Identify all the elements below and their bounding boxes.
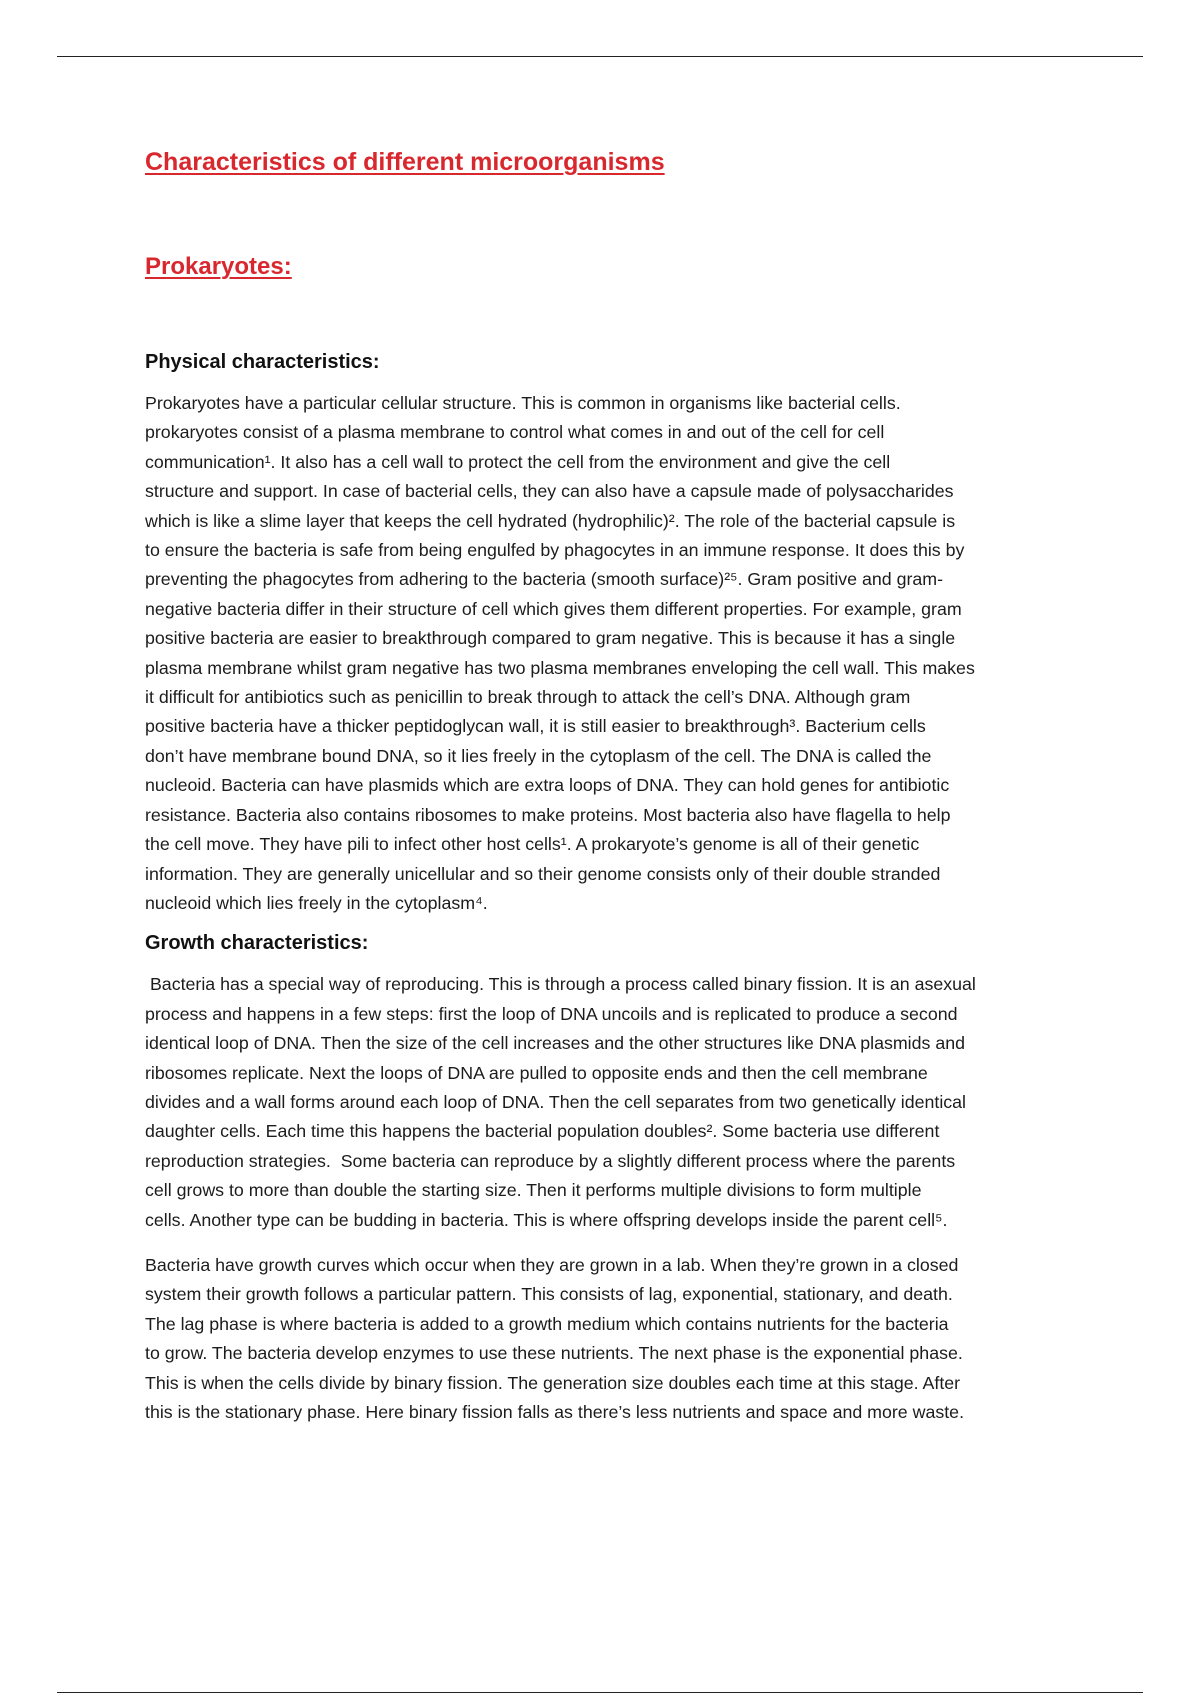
text-line: positive bacteria are easier to breakthrough compared to gram negative. This is because it has a single (145, 628, 956, 649)
physical-characteristics-heading: Physical characteristics: (145, 351, 380, 373)
text-line: negative bacteria differ in their structure of cell which gives them different properties. For example, gram (145, 598, 962, 619)
text-line: ribosomes replicate. Next the loops of DNA are pulled to opposite ends and then the cell membrane (145, 1062, 928, 1083)
text-line: plasma membrane whilst gram negative has two plasma membranes enveloping the cell wall. This makes (145, 657, 975, 678)
text-line: don’t have membrane bound DNA, so it lies freely in the cytoplasm of the cell. The DNA is called the (145, 745, 932, 766)
text-line: Bacteria has a special way of reproducing. This is through a process called binary fission. It is an asexual (145, 974, 976, 995)
text-line: communication¹. It also has a cell wall to protect the cell from the environment and give the cell (145, 451, 891, 472)
text-line: nucleoid which lies freely in the cytoplasm⁴. (145, 892, 488, 913)
text-line: it difficult for antibiotics such as penicillin to break through to attack the cell’s DNA. Although gram (145, 687, 911, 708)
section-title-prokaryotes: Prokaryotes: (145, 253, 292, 280)
text-line: process and happens in a few steps: first the loop of DNA uncoils and is replicated to produce a second (145, 1003, 958, 1024)
growth-paragraph-growth-curves (145, 1251, 1090, 1427)
text-line: identical loop of DNA. Then the size of the cell increases and the other structures like DNA plasmids and (145, 1033, 966, 1054)
text-line: information. They are generally unicellular and so their genome consists only of their double stranded (145, 863, 941, 884)
text-line: The lag phase is where bacteria is added to a growth medium which contains nutrients for the bacteria (145, 1313, 949, 1334)
text-line: system their growth follows a particular pattern. This consists of lag, exponential, stationary, and death. (145, 1284, 953, 1305)
text-line: nucleoid. Bacteria can have plasmids which are extra loops of DNA. They can hold genes for antibiotic (145, 775, 950, 796)
growth-paragraph-binary-fission (145, 970, 1090, 1235)
text-line: Bacteria have growth curves which occur when they are grown in a lab. When they’re grown in a closed (145, 1254, 959, 1275)
text-line: to grow. The bacteria develop enzymes to use these nutrients. The next phase is the exponential phase. (145, 1343, 963, 1364)
text-line: This is when the cells divide by binary fission. The generation size doubles each time at this stage. After (145, 1372, 961, 1393)
text-line: structure and support. In case of bacterial cells, they can also have a capsule made of polysaccharides (145, 481, 954, 502)
text-line: cells. Another type can be budding in bacteria. This is where offspring develops inside the parent cell⁵. (145, 1209, 948, 1230)
document-title: Characteristics of different microorganisms (145, 148, 665, 176)
text-line: positive bacteria have a thicker peptidoglycan wall, it is still easier to breakthrough³. Bacterium cells (145, 716, 926, 737)
footer-rule (57, 1692, 1143, 1693)
text-line: the cell move. They have pili to infect other host cells¹. A prokaryote’s genome is all of their genetic (145, 834, 920, 855)
text-line: to ensure the bacteria is safe from being engulfed by phagocytes in an immune response. It does this by (145, 540, 965, 561)
text-line: divides and a wall forms around each loop of DNA. Then the cell separates from two genetically identical (145, 1091, 967, 1112)
text-line: prokaryotes consist of a plasma membrane to control what comes in and out of the cell for cell (145, 422, 885, 443)
text-line: Prokaryotes have a particular cellular structure. This is common in organisms like bacterial cells. (145, 393, 901, 413)
physical-characteristics-paragraph (145, 389, 1090, 918)
text-line: cell grows to more than double the starting size. Then it performs multiple divisions to form multiple (145, 1180, 922, 1201)
text-line: preventing the phagocytes from adhering to the bacteria (smooth surface)²⁵. Gram positive and gram- (145, 569, 944, 590)
document-page (145, 145, 1090, 1427)
text-line: reproduction strategies. Some bacteria can reproduce by a slightly different process where the parents (145, 1150, 956, 1171)
text-line: daughter cells. Each time this happens the bacterial population doubles². Some bacteria use different (145, 1121, 940, 1142)
text-line: this is the stationary phase. Here binary fission falls as there’s less nutrients and space and more waste. (145, 1402, 965, 1422)
growth-characteristics-heading: Growth characteristics: (145, 932, 369, 955)
text-line: resistance. Bacteria also contains ribosomes to make proteins. Most bacteria also have flagella to help (145, 804, 951, 825)
header-rule (57, 56, 1143, 57)
text-line: which is like a slime layer that keeps the cell hydrated (hydrophilic)². The role of the bacterial capsule is (145, 510, 956, 531)
